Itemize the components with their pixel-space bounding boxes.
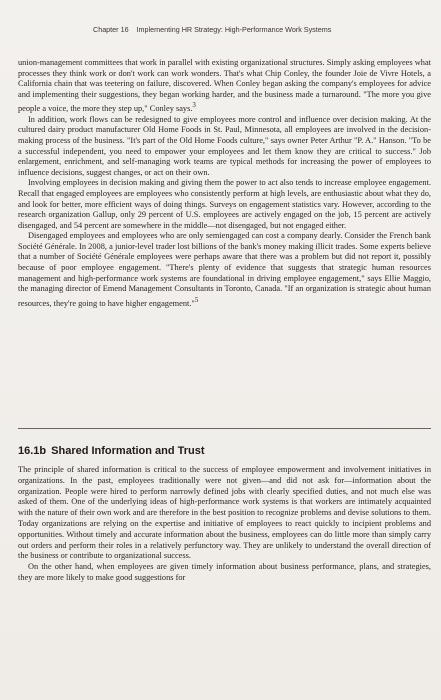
section-paragraph-1: The principle of shared information is critical to the success of employee empowerment and involvement initiatives in organizations. In the past, employees traditionally were not given—and did not ask for—information about the organization. People were hired to perform narrowly defined jobs with clearly specified duties, and not much else was asked of them. One of the underlying ideas of high-performance work systems is that workers are intimately acquainted with the nature of their own work and are therefore in the best position to recognize problems and devise solutions to them. Today organizations are relying on the expertise and initiative of employees to react quickly to incipient problems and opportunities. Without timely and accurate information about the business, employees can do little more than simply carry out orders and perform their roles in a relatively perfunctory way. They are unlikely to understand the overall direction of the business or contribute to organizational success. bbox=[18, 465, 431, 561]
body-text bbox=[18, 58, 431, 309]
section-heading bbox=[18, 445, 205, 457]
paragraph-2: In addition, work flows can be redesigned to give employees more control and influence over decision making. At the cultured dairy product manufacturer Old Home Foods in St. Paul, Minnesota, all employees are involved in the decision-making process of the business. "It's part of the Old Home Foods culture," says owner Peter Arthur "P. A." Hanson. "To be a successful independent, you need to empower your employees and let them know they are critical to success." Job enlargement, enrichment, and self-managing work teams are typical methods for increasing the power of employees to influence decisions, suggest changes, or act on their own. bbox=[18, 114, 431, 177]
paragraph-4: Disengaged employees and employees who are only semiengaged can cost a company dearly. Consider the French bank Société Générale. In 2008, a junior-level trader lost billions of the bank's money making illicit trades. Some experts believe that a number of Société Générale employees were perhaps aware that there was a problem but did not report it, possibly because of poor employee engagement. "There's plenty of evidence that suggests that strategic human resources management and high-performance work systems are foundational in driving employee engagement," says Ellie Maggio, the managing director of Emend Management Consultants in Toronto, Canada. "If an organization is strategic about human resources, they're going to have higher engagement."$^5$ bbox=[18, 231, 431, 308]
section-body-text bbox=[18, 465, 431, 584]
footnote-ref: 5 bbox=[194, 295, 199, 304]
running-header bbox=[93, 25, 331, 34]
section-divider bbox=[18, 428, 431, 429]
footnote-ref: 3 bbox=[192, 101, 196, 110]
section-title: Shared Information and Trust bbox=[51, 445, 205, 457]
paragraph-1: union-management committees that work in parallel with existing organizational structures. Simply asking employees what processes they think work or don't work can work wonders. That's what Chip Conley, the founder Joie de Vivre Hotels, a California chain that was teetering on failure, discovered. When Conley began asking the company's employees for advice and implementing their suggestions, they began working harder, and the business made a turnaround. "The more you give people a voice, the more they step up," Conley says.$^3$ bbox=[18, 58, 431, 114]
section-paragraph-2: On the other hand, when employees are given timely information about business performance, plans, and strategies, they are more likely to make good suggestions for bbox=[18, 562, 431, 582]
chapter-label: Chapter 16 bbox=[93, 25, 129, 34]
section-number: 16.1b bbox=[18, 445, 47, 457]
paragraph-3: Involving employees in decision making and giving them the power to act also tends to increase employee engagement. Recall that engaged employees are employees who consistently perform at high levels, are enthusiastic about what they do, and look for better, more efficient ways of doing things. Surveys on engagement statistics vary. However, according to the research organization Gallup, only 29 percent of U.S. employees are actively engaged on the job, 15 percent are actively disengaged, and 54 percent are somewhere in the middle—not disengaged, but not engaged either. bbox=[18, 178, 431, 230]
chapter-title: Implementing HR Strategy: High-Performance Work Systems bbox=[136, 25, 332, 34]
